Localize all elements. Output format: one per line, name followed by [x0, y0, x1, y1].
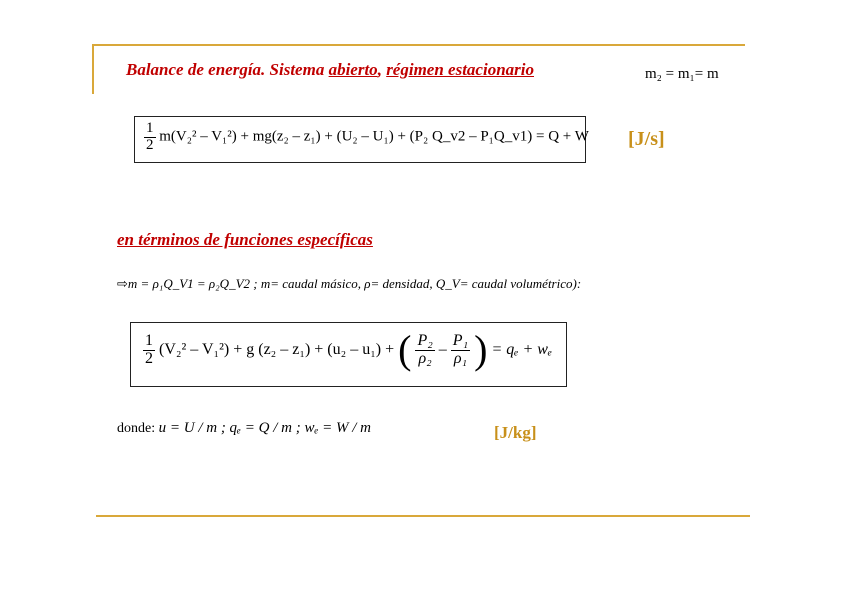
- slide-title: [126, 60, 534, 80]
- eq1-text: m(V₂² – V₁²) + mg(z₂ – z₁) + (U₂ – U₁) + (P₂ Q_v2 – P₁Q_v1) = Q + W: [159, 128, 589, 145]
- eq2-p2-fraction: [415, 333, 434, 368]
- definitions-text: m = ρ₁Q_V1 = ρ₂Q_V2 ; m= caudal másico, ρ= densidad, Q_V= caudal volumétrico):: [127, 276, 582, 291]
- title-abierto: abierto: [328, 60, 378, 79]
- eq1-fraction: [144, 121, 156, 154]
- eq2-p1-fraction: [451, 333, 470, 368]
- definitions-line: [117, 276, 581, 292]
- equation-2: [143, 327, 553, 372]
- eq2-p2: P₂: [417, 331, 433, 349]
- section-subtitle: en términos de funciones específicas: [117, 230, 373, 249]
- left-rule: [92, 44, 94, 94]
- eq2-p1: P₁: [452, 331, 469, 349]
- unit-j-per-kg: [J/kg]: [494, 423, 537, 442]
- eq2-frac-den: 2: [145, 349, 153, 367]
- donde-label: donde:: [117, 421, 156, 436]
- eq2-fraction: [143, 333, 155, 368]
- mass-equality: m₂ = m₁= m: [645, 66, 719, 82]
- bottom-rule: [96, 515, 750, 517]
- eq2-frac-num: 1: [145, 331, 153, 349]
- minus-sign: –: [438, 341, 447, 358]
- equation-1: [144, 121, 589, 154]
- donde-defs: u = U / m ; qₑ = Q / m ; wₑ = W / m: [158, 420, 371, 436]
- eq2-rhs: = qₑ + wₑ: [491, 341, 553, 358]
- eq2-rho1: ρ₁: [453, 349, 468, 367]
- title-part1: Balance de energía. Sistema: [126, 60, 329, 79]
- donde-line: [117, 420, 371, 437]
- left-paren-icon: (: [398, 327, 412, 372]
- title-regimen: régimen estacionario: [386, 60, 534, 79]
- eq1-frac-den: 2: [146, 136, 154, 153]
- title-comma: ,: [377, 60, 387, 79]
- top-rule: [92, 44, 745, 46]
- arrow-icon: ⇨: [117, 276, 128, 291]
- unit-j-per-s: [J/s]: [628, 128, 665, 150]
- eq2-rho2: ρ₂: [418, 349, 432, 367]
- eq1-frac-num: 1: [146, 120, 154, 136]
- right-paren-icon: ): [474, 327, 488, 372]
- eq2-part1: (V₂² – V₁²) + g (z₂ – z₁) + (u₂ – u₁) +: [159, 341, 395, 358]
